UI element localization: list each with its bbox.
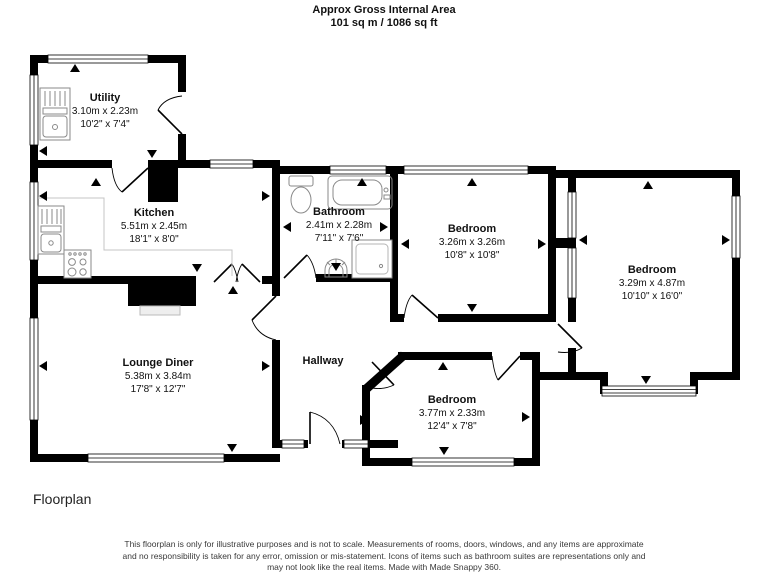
bedroom-right-imperial: 10'10" x 16'0": [621, 291, 683, 302]
room-bedroom-middle: [439, 223, 505, 261]
room-lounge-diner: [123, 357, 195, 395]
room-bathroom: [306, 206, 372, 244]
utility-external-door: [158, 96, 182, 134]
gross-area-title: Approx Gross Internal Area: [312, 4, 456, 16]
utility-window-top: [48, 55, 148, 63]
bedroom-middle-door: [404, 295, 438, 318]
bedroom-bottom-imperial: 12'4" x 7'8": [427, 421, 477, 432]
bedroom-right-glazing-2: [568, 248, 576, 298]
floorplan-label: Floorplan: [33, 491, 92, 507]
bathroom-window-top: [330, 166, 386, 174]
bay-window: [602, 386, 696, 396]
utility-imperial: 10'2" x 7'4": [80, 119, 130, 130]
front-door: [310, 412, 340, 444]
disclaimer-line-1: This floorplan is only for illustrative purposes and is not to scale. Measurements of rooms, doors, windows, and any items are approximate: [124, 539, 644, 549]
disclaimer-line-3: may not look like the real items. Made with Made Snappy 360.: [267, 562, 501, 572]
front-sidelight-right: [344, 440, 368, 448]
toilet-icon: [289, 176, 313, 213]
bedroom-right-metric: 3.29m x 4.87m: [618, 278, 686, 289]
lounge-diner-name: Lounge Diner: [122, 357, 194, 369]
fireplace-hearth: [140, 306, 180, 315]
kitchen-double-door-right: [236, 264, 260, 282]
lounge-hall-door: [252, 296, 276, 340]
gross-area-value: 101 sq m / 1086 sq ft: [330, 17, 438, 29]
front-sidelight-left: [282, 440, 304, 448]
room-utility: [72, 92, 138, 130]
kitchen-double-door-left: [214, 264, 238, 282]
bathroom-metric: 2.41m x 2.28m: [305, 220, 373, 231]
bathroom-imperial: 7'11" x 7'6": [314, 233, 364, 244]
bedroom-bottom-metric: 3.77m x 2.33m: [418, 408, 486, 419]
room-hallway: [303, 355, 345, 367]
room-kitchen: [121, 207, 187, 245]
lounge-window-bottom: [88, 454, 224, 462]
hallway-name: Hallway: [302, 355, 344, 367]
shower-icon: [352, 240, 392, 278]
room-bedroom-right: [619, 264, 685, 302]
bedroom-bottom-name: Bedroom: [427, 394, 477, 406]
kitchen-hob-icon: [64, 250, 91, 278]
utility-window-left: [30, 75, 38, 145]
bedroom-right-window-right: [732, 196, 740, 258]
lounge-window-left: [30, 318, 38, 420]
utility-sink-icon: [40, 88, 70, 140]
kitchen-sink-icon: [38, 206, 64, 254]
bedroom-right-glazing-1: [568, 192, 576, 238]
kitchen-imperial: 18'1" x 8'0": [129, 234, 179, 245]
kitchen-window-left: [30, 182, 38, 260]
disclaimer-line-2: and no responsibility is taken for any error, omission or mis-statement. Icons of items such as bathroom suites are representations only and: [122, 550, 646, 561]
bathtub-icon: [328, 176, 392, 209]
kitchen-metric: 5.51m x 2.45m: [120, 221, 188, 232]
utility-kitchen-door: [112, 168, 148, 192]
kitchen-window-top: [210, 160, 253, 168]
room-bedroom-bottom: [419, 394, 485, 432]
bedroom-middle-imperial: 10'8" x 10'8": [444, 250, 500, 261]
bedroom-middle-window-top: [404, 166, 528, 174]
bedroom-bottom-door: [492, 356, 520, 380]
utility-metric: 3.10m x 2.23m: [71, 106, 139, 117]
bedroom-right-name: Bedroom: [627, 264, 677, 276]
bathroom-door: [284, 255, 316, 278]
bedroom-middle-name: Bedroom: [447, 223, 497, 235]
bedroom-bottom-window: [412, 458, 514, 466]
kitchen-name: Kitchen: [133, 207, 175, 219]
bedroom-middle-metric: 3.26m x 3.26m: [438, 237, 506, 248]
lounge-diner-imperial: 17'8" x 12'7": [130, 384, 186, 395]
utility-name: Utility: [89, 92, 121, 104]
bathroom-name: Bathroom: [313, 206, 365, 218]
lounge-diner-metric: 5.38m x 3.84m: [124, 371, 192, 382]
